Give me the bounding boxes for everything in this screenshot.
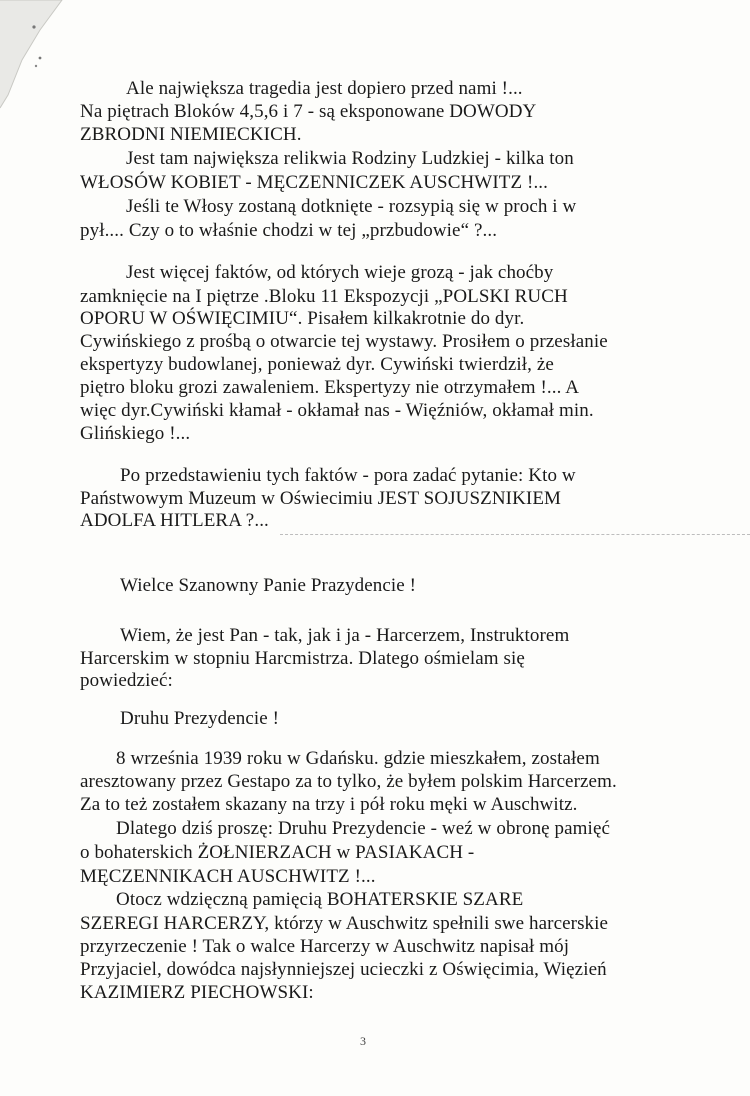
text-line: Dlatego dziś proszę: Druhu Prezydencie - weź w obronę pamięć [116, 818, 611, 839]
text-line: Harcerskim w stopniu Harcmistrza. Dlatego ośmielam się [80, 648, 525, 669]
text-line: piętro bloku grozi zawaleniem. Ekspertyzy nie otrzymałem !... A [80, 377, 580, 398]
scan-corner-mark [0, 0, 70, 110]
text-line: pył.... Czy o to właśnie chodzi w tej „przbudowie“ ?... [80, 220, 498, 241]
text-line: powiedzieć: [80, 670, 173, 691]
text-line: ADOLFA HITLERA ?... [80, 510, 269, 531]
text-line: MĘCZENNIKACH AUSCHWITZ !... [80, 866, 376, 887]
text-line: 8 września 1939 roku w Gdańsku. gdzie mieszkałem, zostałem [116, 748, 600, 769]
text-line: Glińskiego !... [80, 423, 191, 444]
page-divider [280, 534, 750, 536]
text-line: Ale największa tragedia jest dopiero przed nami !... [126, 78, 523, 99]
address-line: Druhu Prezydencie ! [120, 708, 280, 729]
text-line: ekspertyzy budowlanej, ponieważ dyr. Cywiński twierdził, że [80, 354, 554, 375]
text-line: Na piętrach Bloków 4,5,6 i 7 - są eksponowane DOWODY [80, 101, 537, 122]
text-line: ZBRODNI NIEMIECKICH. [80, 124, 302, 145]
text-line: o bohaterskich ŻOŁNIERZACH w PASIAKACH - [80, 842, 475, 863]
text-line: Jest więcej faktów, od których wieje grozą - jak choćby [126, 262, 554, 283]
text-line: Otocz wdzięczną pamięcią BOHATERSKIE SZARE [116, 889, 524, 910]
text-line: WŁOSÓW KOBIET - MĘCZENNICZEK AUSCHWITZ !... [80, 172, 548, 193]
salutation: Wielce Szanowny Panie Prazydencie ! [120, 575, 417, 596]
text-line: Za to też zostałem skazany na trzy i pół roku męki w Auschwitz. [80, 794, 578, 815]
text-line: aresztowany przez Gestapo za to tylko, że byłem polskim Harcerzem. [80, 771, 617, 792]
text-line: zamknięcie na I piętrze .Bloku 11 Ekspozycji „POLSKI RUCH [80, 286, 568, 307]
text-line: Jeśli te Włosy zostaną dotknięte - rozsypią się w proch i w [126, 196, 577, 217]
text-line: więc dyr.Cywiński kłamał - okłamał nas - Więźniów, okłamał min. [80, 400, 594, 421]
text-line: Po przedstawieniu tych faktów - pora zadać pytanie: Kto w [120, 465, 576, 486]
page-number: 3 [360, 1034, 366, 1048]
text-line: SZEREGI HARCERZY, którzy w Auschwitz spełnili swe harcerskie [80, 913, 609, 934]
text-line: Państwowym Muzeum w Oświecimiu JEST SOJUSZNIKIEM [80, 488, 562, 509]
text-line: OPORU W OŚWIĘCIMIU“. Pisałem kilkakrotnie do dyr. [80, 308, 525, 329]
text-line: przyrzeczenie ! Tak o walce Harcerzy w Auschwitz napisał mój [80, 936, 570, 957]
text-line: Jest tam największa relikwia Rodziny Ludzkiej - kilka ton [126, 148, 574, 169]
text-line: Cywińskiego z prośbą o otwarcie tej wystawy. Prosiłem o przesłanie [80, 331, 608, 352]
text-line: Przyjaciel, dowódca najsłynniejszej ucieczki z Oświęcimia, Więzień [80, 959, 607, 980]
text-line: Wiem, że jest Pan - tak, jak i ja - Harcerzem, Instruktorem [120, 625, 570, 646]
text-line: KAZIMIERZ PIECHOWSKI: [80, 982, 314, 1003]
